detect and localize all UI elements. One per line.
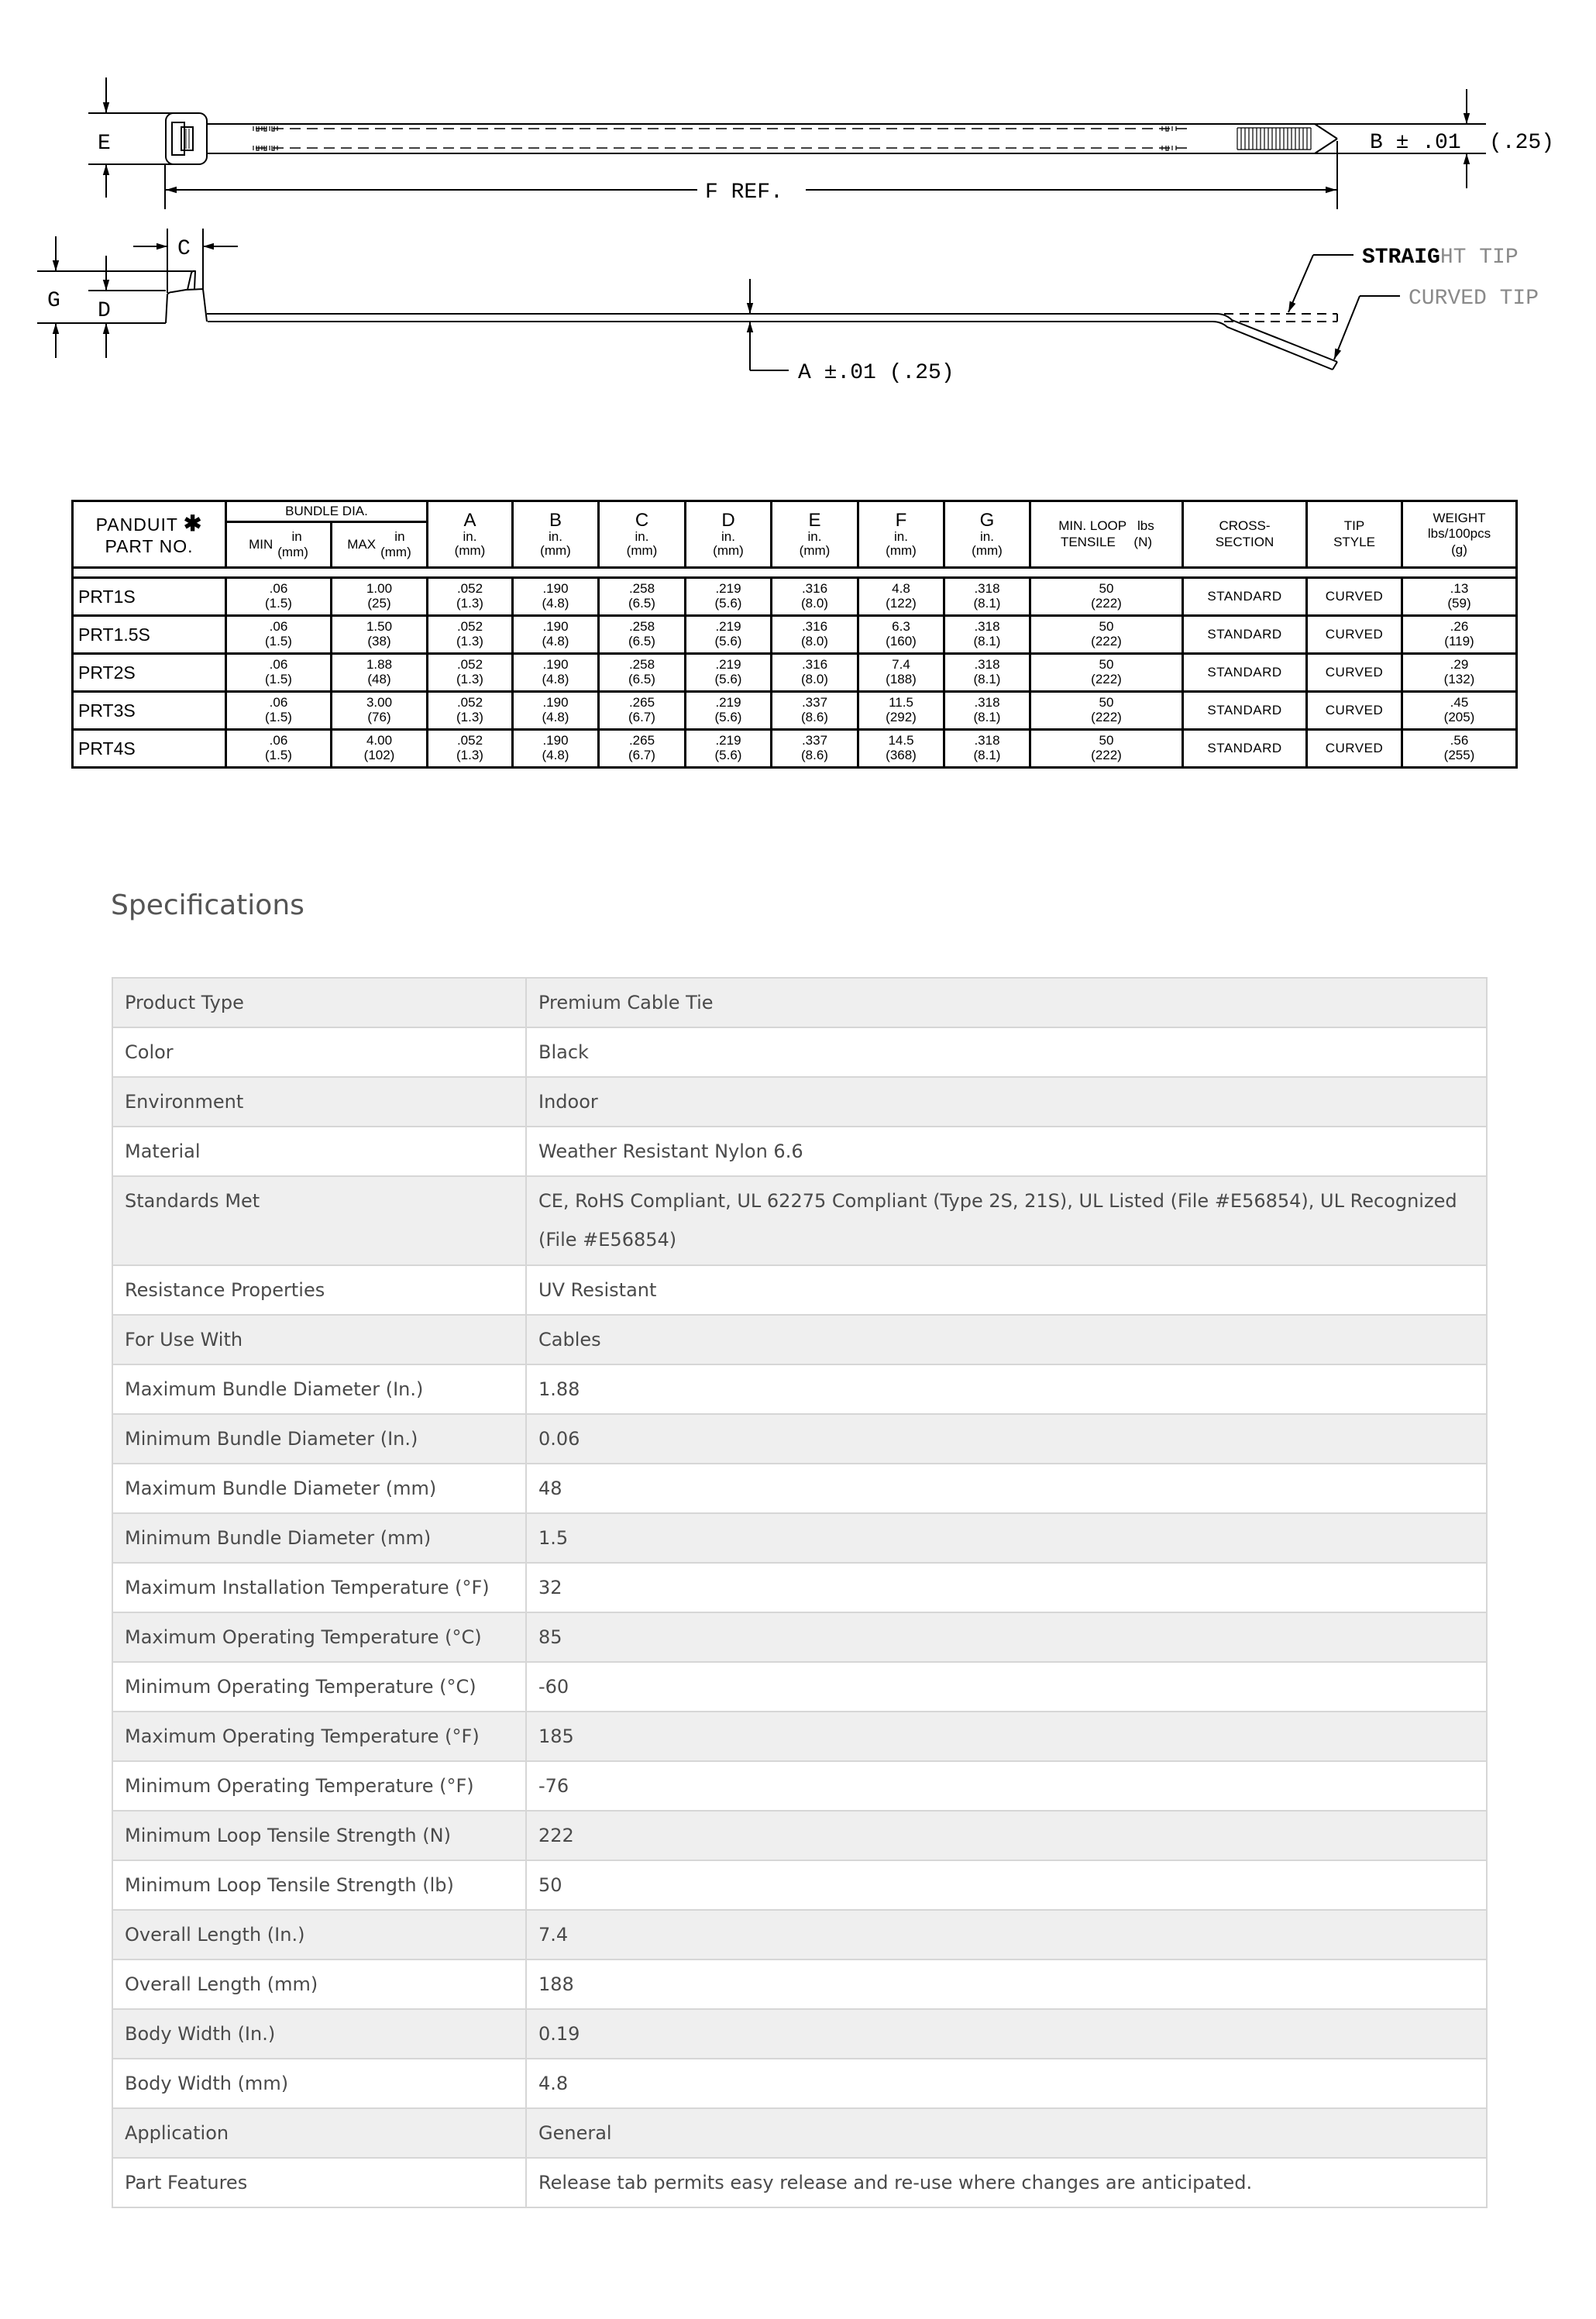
cell-g [944,654,1030,692]
cell-d [686,578,772,616]
spec-label: Maximum Operating Temperature (°C) [112,1612,526,1662]
cell-a [428,578,513,616]
header-min-loop-tensile: MIN. LOOP lbs TENSILE (N) [1030,501,1183,568]
straight-tip-label-bold: STRAIG [1362,246,1440,270]
cell-value-mm: (1.5) [265,634,292,649]
cell-value-mm: (6.7) [628,710,655,724]
cell-value-in: 4.8 [892,581,910,597]
cell-value-mm: (76) [367,710,391,724]
header-part-line1: PANDUIT [95,514,178,535]
cell-e [772,692,858,730]
cell-value-mm: (222) [1091,596,1122,611]
spec-value: Weather Resistant Nylon 6.6 [526,1127,1487,1176]
cell-tensile [1030,578,1183,616]
cell-value-in: .316 [801,619,828,635]
cell-value-mm: (368) [886,748,917,762]
cell-c [599,730,686,768]
spec-value: 222 [526,1811,1487,1860]
spec-label: Minimum Loop Tensile Strength (lb) [112,1860,526,1910]
cell-value-mm: (5.6) [714,634,742,649]
spec-row [112,1077,1487,1127]
cell-value-in: 1.50 [366,619,393,635]
cell-value-mm: (8.6) [801,748,828,762]
cell-b [513,654,599,692]
cell-value-mm: (222) [1091,710,1122,724]
cell-c [599,616,686,654]
cell-tensile [1030,692,1183,730]
cell-value-in: .45 [1450,695,1469,710]
cell-value-in: .190 [542,581,569,597]
header-col-f: F in. (mm) [858,501,944,568]
cell-value-in: 50 [1099,581,1114,597]
spec-value: 0.06 [526,1414,1487,1464]
cell-value-mm: (132) [1443,672,1475,686]
spec-row [112,1464,1487,1513]
spec-row [112,1910,1487,1959]
cell-value-mm: (8.1) [973,748,1001,762]
cell-value-mm: (1.3) [456,748,483,762]
cell-value-in: .190 [542,657,569,673]
spec-value: 32 [526,1563,1487,1612]
header-col-c: C in. (mm) [599,501,686,568]
cell-value-in: .06 [269,695,288,710]
cell-value-in: .219 [715,695,741,710]
cell-value-mm: (1.3) [456,634,483,649]
cell-tip-style: CURVED [1307,616,1402,654]
cell-value-in: 4.00 [366,733,393,748]
spec-row [112,2059,1487,2108]
cell-b [513,578,599,616]
cell-value-mm: (222) [1091,634,1122,649]
cell-value-in: .316 [801,657,828,673]
spec-value: 7.4 [526,1910,1487,1959]
cell-value-in: .219 [715,619,741,635]
cell-g [944,616,1030,654]
dim-label-f-ref: F REF. [705,181,783,205]
cell-value-mm: (6.5) [628,596,655,611]
cell-b [513,730,599,768]
dim-label-d: D [98,299,111,323]
cell-part-no: PRT1S [73,578,226,616]
header-weight: WEIGHT lbs/100pcs (g) [1402,501,1517,568]
cell-value-mm: (4.8) [542,634,569,649]
cell-value-in: .29 [1450,657,1469,673]
header-part-no [73,501,226,568]
header-col-b: B in. (mm) [513,501,599,568]
cell-value-in: .265 [628,695,655,710]
spec-value: -60 [526,1662,1487,1712]
table-row [73,616,1517,654]
cell-value-in: .258 [628,581,655,597]
cell-a [428,730,513,768]
cell-value-in: 3.00 [366,695,393,710]
cell-bundle-min [226,578,332,616]
cell-value-in: .052 [456,657,483,673]
spec-label: Maximum Operating Temperature (°F) [112,1712,526,1761]
cell-value-in: 50 [1099,657,1114,673]
spec-label: Standards Met [112,1176,526,1265]
cell-value-in: .13 [1450,581,1469,597]
cell-value-mm: (8.6) [801,710,828,724]
dim-label-a: A ±.01 (.25) [798,361,955,385]
cell-value-mm: (119) [1444,634,1474,649]
spec-row [112,1662,1487,1712]
cell-value-in: .06 [269,619,288,635]
cell-e [772,616,858,654]
header-part-line2: PART NO. [105,536,194,557]
cell-bundle-min [226,730,332,768]
cell-f [858,578,944,616]
cell-e [772,730,858,768]
cell-value-in: 11.5 [889,695,913,710]
cell-g [944,692,1030,730]
cell-bundle-max [332,654,428,692]
spec-value: General [526,2108,1487,2158]
header-bundle-dia: BUNDLE DIA. [226,501,428,522]
cell-value-in: .052 [456,733,483,748]
cell-value-in: .318 [974,619,1000,635]
spec-label: Color [112,1027,526,1077]
dim-label-b: B ± .01 [1370,131,1461,155]
spec-value: 185 [526,1712,1487,1761]
spec-row [112,2009,1487,2059]
cell-tip-style: CURVED [1307,578,1402,616]
cell-value-in: .258 [628,619,655,635]
cell-value-in: .190 [542,733,569,748]
cell-value-in: .337 [801,695,828,710]
cell-bundle-max [332,578,428,616]
spec-value: CE, RoHS Compliant, UL 62275 Compliant (Type 2S, 21S), UL Listed (File #E56854), UL Recognized (File #E56854) [526,1176,1487,1265]
cell-d [686,730,772,768]
spec-label: For Use With [112,1315,526,1364]
spec-label: Part Features [112,2158,526,2207]
cell-part-no: PRT1.5S [73,616,226,654]
spec-label: Minimum Operating Temperature (°F) [112,1761,526,1811]
cell-bundle-max [332,616,428,654]
dim-label-e: E [98,132,111,156]
cell-value-mm: (8.1) [973,710,1001,724]
cell-value-in: 50 [1099,695,1114,710]
spec-value: 1.5 [526,1513,1487,1563]
cell-tip-style: CURVED [1307,692,1402,730]
cell-value-in: .219 [715,581,741,597]
dimension-table [71,500,1518,769]
dim-label-b-metric: (.25) [1489,131,1555,155]
cell-value-in: .219 [715,657,741,673]
cell-value-in: .06 [269,657,288,673]
cell-c [599,692,686,730]
cell-b [513,616,599,654]
cell-value-mm: (1.5) [265,672,292,686]
specifications-heading: Specifications [111,889,304,921]
cell-value-in: .56 [1450,733,1469,748]
spec-label: Maximum Bundle Diameter (In.) [112,1364,526,1414]
spec-row [112,1127,1487,1176]
cell-value-mm: (8.0) [801,672,828,686]
spec-row [112,1513,1487,1563]
straight-tip-label [1362,246,1519,270]
straight-tip-label-thin: HT TIP [1439,246,1519,270]
cell-cross-section: STANDARD [1183,692,1307,730]
spec-row [112,2108,1487,2158]
cell-bundle-max [332,730,428,768]
spec-label: Resistance Properties [112,1265,526,1315]
cell-value-in: .258 [628,657,655,673]
cell-value-mm: (1.5) [265,748,292,762]
cell-value-in: .318 [974,581,1000,597]
cell-e [772,654,858,692]
cell-value-in: .06 [269,581,288,597]
cell-value-mm: (8.1) [973,634,1001,649]
spec-value: Premium Cable Tie [526,978,1487,1027]
table-spacer-row [73,568,1517,578]
spec-value: Cables [526,1315,1487,1364]
cell-value-mm: (8.0) [801,634,828,649]
cell-value-mm: (48) [367,672,391,686]
cell-value-in: .052 [456,695,483,710]
cell-value-mm: (255) [1443,748,1475,762]
cell-weight [1402,654,1517,692]
spec-label: Minimum Operating Temperature (°C) [112,1662,526,1712]
cell-value-mm: (5.6) [714,748,742,762]
cell-value-mm: (1.3) [456,672,483,686]
specifications-table [112,977,1488,2208]
spec-value: 50 [526,1860,1487,1910]
cell-a [428,616,513,654]
spec-value: 4.8 [526,2059,1487,2108]
cell-bundle-max [332,692,428,730]
cell-value-in: 50 [1099,733,1114,748]
header-bundle-min: MIN in (mm) [226,522,332,568]
cell-value-mm: (5.6) [714,710,742,724]
cell-d [686,692,772,730]
cell-value-mm: (8.1) [973,596,1001,611]
cell-bundle-min [226,692,332,730]
spec-label: Material [112,1127,526,1176]
cell-value-in: 7.4 [892,657,910,673]
spec-row [112,1563,1487,1612]
cell-value-in: .190 [542,695,569,710]
cell-value-in: 6.3 [892,619,910,635]
spec-row [112,1811,1487,1860]
cell-value-mm: (1.5) [265,710,292,724]
cell-weight [1402,730,1517,768]
cell-f [858,654,944,692]
spec-label: Minimum Bundle Diameter (In.) [112,1414,526,1464]
cell-cross-section: STANDARD [1183,730,1307,768]
cell-value-mm: (8.1) [973,672,1001,686]
spec-row [112,1612,1487,1662]
spec-value: Black [526,1027,1487,1077]
cell-value-in: .265 [628,733,655,748]
header-bundle-max: MAX in (mm) [332,522,428,568]
spec-label: Application [112,2108,526,2158]
cell-value-mm: (4.8) [542,596,569,611]
cell-value-mm: (5.6) [714,596,742,611]
cell-weight [1402,616,1517,654]
cell-cross-section: STANDARD [1183,578,1307,616]
cell-tip-style: CURVED [1307,654,1402,692]
spec-label: Environment [112,1077,526,1127]
cell-value-mm: (122) [886,596,917,611]
cable-tie-dimension-drawing [0,0,1596,434]
header-col-d: D in. (mm) [686,501,772,568]
cell-d [686,654,772,692]
cell-value-mm: (5.6) [714,672,742,686]
spec-row [112,1959,1487,2009]
cell-part-no: PRT4S [73,730,226,768]
spec-label: Maximum Bundle Diameter (mm) [112,1464,526,1513]
cell-cross-section: STANDARD [1183,616,1307,654]
cell-d [686,616,772,654]
spec-value: 1.88 [526,1364,1487,1414]
spec-row [112,978,1487,1027]
cell-value-mm: (4.8) [542,748,569,762]
dim-label-c: C [177,237,191,261]
spec-value: -76 [526,1761,1487,1811]
cell-value-in: .06 [269,733,288,748]
cell-value-mm: (188) [886,672,917,686]
top-view [88,77,1486,209]
spec-row [112,1176,1487,1265]
cell-value-in: .318 [974,733,1000,748]
spec-row [112,1027,1487,1077]
cell-value-in: 14.5 [888,733,914,748]
cell-value-mm: (102) [363,748,395,762]
cell-value-mm: (292) [886,710,917,724]
spec-label: Maximum Installation Temperature (°F) [112,1563,526,1612]
cell-value-mm: (205) [1443,710,1475,724]
cell-tensile [1030,616,1183,654]
cell-value-in: 50 [1099,619,1114,635]
cell-g [944,578,1030,616]
table-row [73,578,1517,616]
spec-label: Body Width (In.) [112,2009,526,2059]
spec-row [112,2158,1487,2207]
cell-value-mm: (222) [1091,748,1122,762]
cell-bundle-min [226,616,332,654]
cell-value-in: .052 [456,619,483,635]
table-row [73,692,1517,730]
cell-value-in: .318 [974,657,1000,673]
header-cross-section: CROSS- SECTION [1183,501,1307,568]
header-col-a: A in. (mm) [428,501,513,568]
cell-value-in: .318 [974,695,1000,710]
curved-tip-label: CURVED TIP [1409,287,1539,311]
cell-value-mm: (1.3) [456,596,483,611]
cell-value-mm: (38) [367,634,391,649]
cell-tip-style: CURVED [1307,730,1402,768]
cell-value-mm: (4.8) [542,710,569,724]
spec-label: Body Width (mm) [112,2059,526,2108]
cell-g [944,730,1030,768]
cell-value-in: .316 [801,581,828,597]
cell-value-mm: (1.3) [456,710,483,724]
cell-b [513,692,599,730]
cell-value-in: .052 [456,581,483,597]
cell-value-in: .190 [542,619,569,635]
cell-a [428,692,513,730]
spec-row [112,1712,1487,1761]
spec-value: 188 [526,1959,1487,2009]
spec-row [112,1315,1487,1364]
spec-label: Minimum Loop Tensile Strength (N) [112,1811,526,1860]
cell-f [858,730,944,768]
header-tip-style: TIP STYLE [1307,501,1402,568]
table-row [73,730,1517,768]
table-row [73,654,1517,692]
cell-value-mm: (6.7) [628,748,655,762]
spec-row [112,1265,1487,1315]
cell-weight [1402,692,1517,730]
spec-value: Release tab permits easy release and re-use where changes are anticipated. [526,2158,1487,2207]
cell-value-mm: (6.5) [628,634,655,649]
cell-value-mm: (59) [1447,596,1471,611]
spec-value: 85 [526,1612,1487,1662]
spec-label: Product Type [112,978,526,1027]
spec-label: Minimum Bundle Diameter (mm) [112,1513,526,1563]
cell-f [858,616,944,654]
cell-value-mm: (6.5) [628,672,655,686]
cell-value-in: .219 [715,733,741,748]
cell-a [428,654,513,692]
spec-value: Indoor [526,1077,1487,1127]
cell-value-mm: (8.0) [801,596,828,611]
spec-value: 0.19 [526,2009,1487,2059]
cell-value-mm: (160) [886,634,917,649]
spec-value: UV Resistant [526,1265,1487,1315]
cell-value-in: .26 [1450,619,1469,635]
header-col-g: G in. (mm) [944,501,1030,568]
cell-value-in: .337 [801,733,828,748]
spec-row [112,1364,1487,1414]
side-view [37,229,1400,370]
cell-c [599,654,686,692]
spec-row [112,1414,1487,1464]
dim-label-g: G [47,289,60,313]
cell-e [772,578,858,616]
asterisk-icon: ✱ [183,511,203,536]
cell-value-mm: (4.8) [542,672,569,686]
spec-label: Overall Length (mm) [112,1959,526,2009]
cell-value-in: 1.88 [366,657,393,673]
cell-tensile [1030,654,1183,692]
cell-weight [1402,578,1517,616]
cell-tensile [1030,730,1183,768]
cell-value-in: 1.00 [366,581,393,597]
cell-value-mm: (1.5) [265,596,292,611]
cell-bundle-min [226,654,332,692]
cell-part-no: PRT2S [73,654,226,692]
dimension-table-container [71,500,1515,769]
spec-row [112,1860,1487,1910]
spec-label: Overall Length (In.) [112,1910,526,1959]
cell-c [599,578,686,616]
spec-value: 48 [526,1464,1487,1513]
cell-part-no: PRT3S [73,692,226,730]
header-col-e: E in. (mm) [772,501,858,568]
cell-cross-section: STANDARD [1183,654,1307,692]
cell-value-mm: (25) [367,596,391,611]
cell-value-mm: (222) [1091,672,1122,686]
cell-f [858,692,944,730]
spec-row [112,1761,1487,1811]
